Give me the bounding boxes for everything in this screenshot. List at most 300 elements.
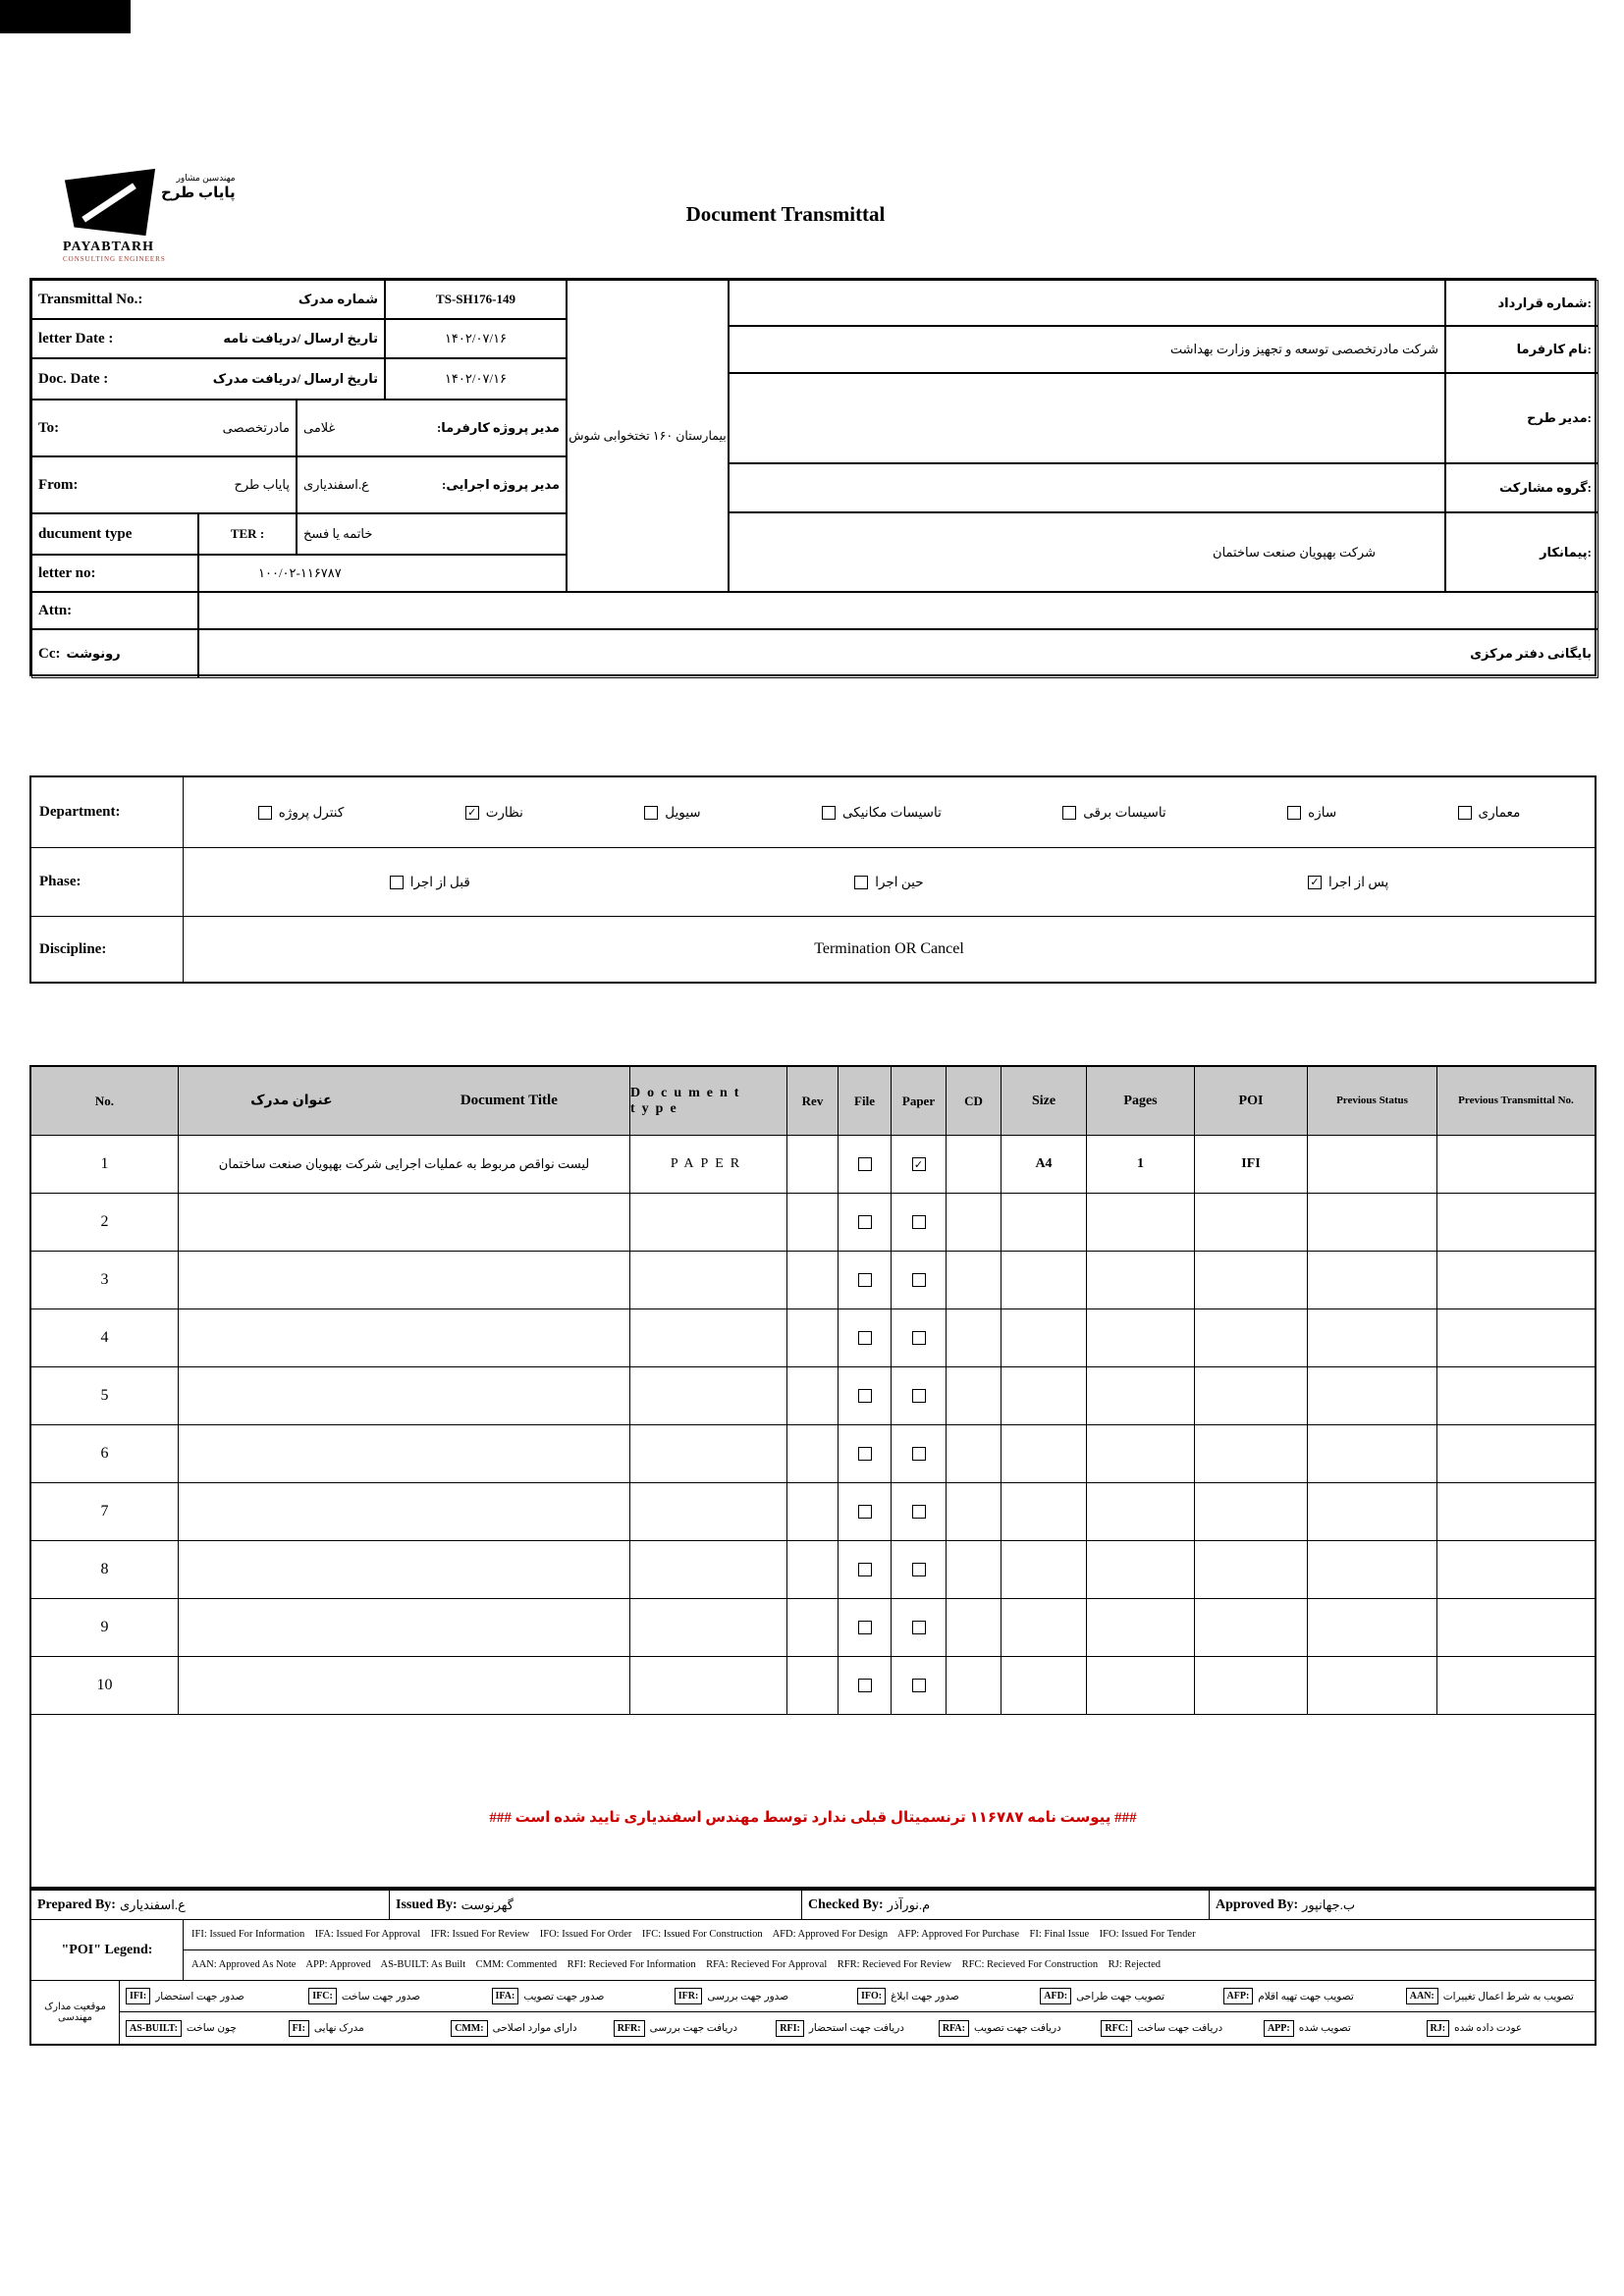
table-row	[31, 1657, 1595, 1715]
table-row	[31, 1483, 1595, 1541]
cell-size	[1001, 1483, 1087, 1540]
document-table	[29, 1065, 1597, 1889]
transmittal-no-label-fa: شماره مدرک	[298, 292, 378, 306]
header-title	[179, 1067, 630, 1135]
company-logo	[63, 167, 240, 263]
phase-checkbox-checked[interactable]: ✓	[1308, 876, 1322, 889]
cell-cd	[947, 1136, 1001, 1193]
paper-checkbox[interactable]	[912, 1679, 926, 1692]
status-desc: دارای موارد اصلاحی	[492, 2023, 577, 2034]
header-paper: Paper	[892, 1067, 947, 1135]
status-code: AAN:	[1406, 1988, 1438, 2004]
cell-title	[179, 1599, 630, 1656]
cell-size	[1001, 1425, 1087, 1482]
phase-row	[31, 848, 1595, 917]
paper-checkbox[interactable]	[912, 1215, 926, 1229]
file-checkbox[interactable]	[858, 1331, 872, 1345]
cell-title	[179, 1541, 630, 1598]
scan-artifact-bar	[0, 0, 131, 33]
phase-label: Phase:	[31, 848, 184, 916]
table-row	[31, 1252, 1595, 1309]
cell-poi	[1195, 1425, 1308, 1482]
status-item	[1040, 1988, 1222, 2004]
doc-type-label: ducument type	[38, 525, 133, 542]
file-checkbox[interactable]	[858, 1621, 872, 1634]
cell-rev	[787, 1194, 839, 1251]
cell-prev-status	[1308, 1483, 1437, 1540]
discipline-row	[31, 917, 1595, 982]
cell-paper	[892, 1657, 947, 1714]
cell-poi	[1195, 1252, 1308, 1308]
cell-doc-type	[630, 1483, 787, 1540]
logo-mark-icon	[63, 167, 157, 238]
checked-by-label: Checked By:	[808, 1896, 884, 1912]
cell-pages	[1087, 1425, 1195, 1482]
contractor-label: پیمانکار:	[1540, 544, 1592, 560]
prepared-by-cell	[31, 1891, 390, 1919]
paper-checkbox[interactable]	[912, 1273, 926, 1287]
cell-title	[179, 1483, 630, 1540]
department-row	[31, 777, 1595, 848]
info-table	[29, 278, 1597, 676]
status-code: AS-BUILT:	[126, 2020, 182, 2037]
doc-date-value: ۱۴۰۲/۰۷/۱۶	[385, 358, 567, 400]
cell-file	[839, 1657, 892, 1714]
phase-checkbox[interactable]	[390, 876, 404, 889]
cell-no: 1	[31, 1136, 179, 1193]
phase-option	[390, 875, 470, 890]
status-code: APP:	[1264, 2020, 1294, 2037]
status-code: IFA:	[492, 1988, 519, 2004]
status-desc: چون ساخت	[186, 2023, 237, 2034]
cell-no: 3	[31, 1252, 179, 1308]
cell-title	[179, 1252, 630, 1308]
cell-size	[1001, 1541, 1087, 1598]
cell-no: 7	[31, 1483, 179, 1540]
attn-value-cell	[198, 592, 1598, 629]
cell-doc-type	[630, 1194, 787, 1251]
file-checkbox[interactable]	[858, 1389, 872, 1403]
cell-pages: 1	[1087, 1136, 1195, 1193]
design-manager-label-cell	[1445, 373, 1598, 463]
cc-label: Cc:	[38, 645, 61, 662]
file-checkbox[interactable]	[858, 1679, 872, 1692]
department-option-label: سازه	[1308, 804, 1337, 820]
classification-table	[29, 775, 1597, 984]
status-code: IFI:	[126, 1988, 150, 2004]
doc-status-section	[31, 1981, 1595, 2044]
cell-file	[839, 1194, 892, 1251]
cell-prev-transmittal	[1437, 1194, 1595, 1251]
cell-prev-status	[1308, 1136, 1437, 1193]
cell-cd	[947, 1367, 1001, 1424]
issued-by-value: گهرنوست	[460, 1896, 514, 1912]
status-desc: عودت داده شده	[1454, 2023, 1523, 2034]
cell-doc-type: PAPER	[630, 1136, 787, 1193]
phase-option-label: قبل از اجرا	[409, 874, 470, 889]
header-title-fa: عنوان مدرک	[250, 1094, 333, 1108]
contractor-label-cell	[1445, 512, 1598, 592]
cell-file	[839, 1483, 892, 1540]
cell-poi: IFI	[1195, 1136, 1308, 1193]
paper-checkbox[interactable]	[912, 1331, 926, 1345]
contractor-value: شرکت بهپویان صنعت ساختمان	[1213, 544, 1376, 560]
doc-type-label-cell	[31, 513, 198, 555]
status-desc: مدرک نهایی	[313, 2023, 364, 2034]
header-poi: POI	[1195, 1067, 1308, 1135]
client-pm-cell	[297, 400, 567, 456]
cell-paper	[892, 1367, 947, 1424]
status-code: RFA:	[939, 2020, 969, 2037]
status-desc: دریافت جهت ساخت	[1137, 2023, 1223, 2034]
cell-file	[839, 1136, 892, 1193]
cell-no: 6	[31, 1425, 179, 1482]
note-row	[31, 1715, 1595, 1887]
poi-legend-line1: IFI: Issued For Information IFA: Issued For Approval IFR: Issued For Review IFO: Issued For Order IFC: Issued For Construction AFD: Approved For Design AFP: Approved For Purchase FI: Final Issue IFO: Issued For Tender	[184, 1920, 1595, 1950]
cell-doc-type	[630, 1425, 787, 1482]
header-no: No.	[31, 1067, 179, 1135]
cell-paper	[892, 1599, 947, 1656]
department-option-label: تاسیسات برقی	[1083, 804, 1166, 820]
letter-no-value: ۱۰۰/۰۲-۱۱۶۷۸۷	[258, 565, 342, 580]
cell-no: 8	[31, 1541, 179, 1598]
file-checkbox[interactable]	[858, 1563, 872, 1576]
cell-cd	[947, 1483, 1001, 1540]
header-doc-type: Document type	[630, 1067, 787, 1135]
cell-prev-transmittal	[1437, 1425, 1595, 1482]
status-code: IFR:	[675, 1988, 703, 2004]
from-label: From:	[38, 476, 79, 493]
doc-date-label-fa: تاریخ ارسال /دریافت مدرک	[212, 371, 378, 386]
client-label-cell	[1445, 326, 1598, 373]
file-checkbox[interactable]	[858, 1447, 872, 1461]
cell-rev	[787, 1599, 839, 1656]
phase-option-label: پس از اجرا	[1328, 874, 1389, 889]
cell-poi	[1195, 1541, 1308, 1598]
cell-prev-status	[1308, 1425, 1437, 1482]
to-label: To:	[38, 419, 60, 436]
table-row	[31, 1541, 1595, 1599]
cell-paper	[892, 1252, 947, 1308]
design-manager-label: مدیر طرح:	[1527, 410, 1592, 425]
status-code: FI:	[289, 2020, 309, 2037]
page-title: Document Transmittal	[685, 202, 886, 226]
status-item	[1427, 2020, 1590, 2037]
department-option	[1062, 805, 1165, 821]
discipline-value: Termination OR Cancel	[814, 940, 964, 957]
phase-options	[184, 848, 1595, 916]
department-option	[644, 805, 700, 821]
cell-size	[1001, 1194, 1087, 1251]
status-desc: صدور جهت ساخت	[341, 1991, 421, 2002]
cell-size	[1001, 1367, 1087, 1424]
paper-checkbox[interactable]	[912, 1447, 926, 1461]
cell-paper	[892, 1309, 947, 1366]
header-size: Size	[1001, 1067, 1087, 1135]
poi-legend-line2: AAN: Approved As Note APP: Approved AS-BUILT: As Built CMM: Commented RFI: Recieved For Information RFA: Recieved For Approval RFR: Recieved For Review RFC: Recieved For Construction RJ: Rejected	[191, 1959, 1162, 1971]
poi-legend-lines	[184, 1920, 1595, 1980]
cell-prev-transmittal	[1437, 1483, 1595, 1540]
letter-date-label-en: letter Date :	[38, 330, 114, 347]
client-pm-label: مدیر پروژه کارفرما:	[436, 420, 560, 435]
cell-rev	[787, 1657, 839, 1714]
client-value-cell	[729, 326, 1445, 373]
file-checkbox[interactable]	[858, 1157, 872, 1171]
paper-checkbox[interactable]	[912, 1389, 926, 1403]
status-code: RFR:	[614, 2020, 645, 2037]
table-row	[31, 1136, 1595, 1194]
file-checkbox[interactable]	[858, 1505, 872, 1519]
department-option	[258, 805, 345, 821]
approved-by-cell	[1210, 1891, 1595, 1919]
cell-prev-transmittal	[1437, 1367, 1595, 1424]
contract-no-value	[729, 280, 1445, 326]
status-item	[939, 2020, 1102, 2037]
status-item	[451, 2020, 614, 2037]
department-label: Department:	[31, 777, 184, 847]
cell-cd	[947, 1252, 1001, 1308]
status-desc: صدور جهت بررسی	[707, 1991, 789, 2002]
status-desc: دریافت جهت استحضار	[808, 2023, 904, 2034]
cell-prev-status	[1308, 1367, 1437, 1424]
cell-pages	[1087, 1194, 1195, 1251]
letter-no-label: letter no:	[38, 564, 96, 581]
checked-by-value: م.نورآذر	[887, 1896, 931, 1912]
status-code: RFI:	[776, 2020, 804, 2037]
cell-rev	[787, 1252, 839, 1308]
status-item	[776, 2020, 939, 2037]
design-manager-value	[729, 373, 1445, 463]
bottom-block	[29, 1889, 1597, 2046]
transmittal-no-label-en: Transmittal No.:	[38, 291, 143, 307]
cell-cd	[947, 1541, 1001, 1598]
table-row	[31, 1194, 1595, 1252]
cell-title	[179, 1194, 630, 1251]
paper-checkbox[interactable]	[912, 1505, 926, 1519]
cell-size	[1001, 1599, 1087, 1656]
table-row	[31, 1367, 1595, 1425]
letter-no-label-cell	[31, 555, 198, 592]
cell-prev-status	[1308, 1194, 1437, 1251]
from-value: پایاب طرح	[234, 477, 290, 492]
cell-pages	[1087, 1599, 1195, 1656]
cell-title	[179, 1657, 630, 1714]
cell-pages	[1087, 1541, 1195, 1598]
doc-type-fa-cell	[297, 513, 567, 555]
status-desc: تصویب جهت تهیه اقلام	[1258, 1991, 1354, 2002]
cell-file	[839, 1599, 892, 1656]
client-label: نام کارفرما:	[1516, 342, 1592, 356]
cc-label-fa: رونوشت	[66, 646, 121, 661]
header-title-en: Document Title	[460, 1093, 558, 1108]
cell-cd	[947, 1425, 1001, 1482]
cell-size: A4	[1001, 1136, 1087, 1193]
department-option	[465, 805, 523, 821]
cell-paper	[892, 1136, 947, 1193]
cell-doc-type	[630, 1252, 787, 1308]
table-header-row	[31, 1067, 1595, 1136]
cell-prev-status	[1308, 1252, 1437, 1308]
phase-option	[1308, 875, 1388, 890]
cell-rev	[787, 1541, 839, 1598]
paper-checkbox[interactable]	[912, 1563, 926, 1576]
contract-no-label: شماره قرارداد:	[1497, 294, 1592, 310]
client-pm-value: غلامی	[303, 420, 336, 435]
status-code: RFC:	[1101, 2020, 1132, 2037]
cell-title	[179, 1425, 630, 1482]
status-item	[675, 1988, 857, 2004]
status-desc: صدور جهت تصویب	[523, 1991, 605, 2002]
exec-pm-cell	[297, 456, 567, 513]
approved-by-value: ب.جهانپور	[1302, 1896, 1356, 1912]
cell-poi	[1195, 1657, 1308, 1714]
status-item	[1101, 2020, 1264, 2037]
department-checkbox[interactable]	[258, 806, 272, 820]
status-desc: دریافت جهت تصویب	[973, 2023, 1061, 2034]
cc-value-cell	[198, 629, 1598, 678]
cell-pages	[1087, 1309, 1195, 1366]
header-cd: CD	[947, 1067, 1001, 1135]
cell-pages	[1087, 1367, 1195, 1424]
cell-pages	[1087, 1252, 1195, 1308]
cell-cd	[947, 1194, 1001, 1251]
department-checkbox[interactable]	[822, 806, 836, 820]
status-code: AFD:	[1040, 1988, 1071, 2004]
status-code: CMM:	[451, 2020, 487, 2037]
paper-checkbox[interactable]	[912, 1621, 926, 1634]
status-desc: صدور جهت استحضار	[155, 1991, 244, 2002]
contractor-value-cell	[729, 512, 1445, 592]
transmittal-no-label-cell	[31, 280, 385, 319]
partnership-label-cell	[1445, 463, 1598, 512]
cell-file	[839, 1252, 892, 1308]
department-checkbox[interactable]	[644, 806, 658, 820]
doc-type-fa: خاتمه یا فسخ	[303, 526, 373, 541]
cell-prev-transmittal	[1437, 1309, 1595, 1366]
cell-prev-status	[1308, 1599, 1437, 1656]
status-code: IFO:	[857, 1988, 886, 2004]
status-desc: تصویب به شرط اعمال تغییرات	[1442, 1991, 1574, 2002]
status-item	[1264, 2020, 1427, 2037]
cell-cd	[947, 1657, 1001, 1714]
cell-rev	[787, 1425, 839, 1482]
attn-label-cell	[31, 592, 198, 629]
cell-doc-type	[630, 1309, 787, 1366]
table-row	[31, 1309, 1595, 1367]
file-checkbox[interactable]	[858, 1273, 872, 1287]
status-desc: صدور جهت ابلاغ	[891, 1991, 959, 2002]
department-option-label: کنترل پروژه	[278, 804, 345, 820]
status-item	[857, 1988, 1040, 2004]
department-checkbox-checked[interactable]: ✓	[465, 806, 479, 820]
department-checkbox[interactable]	[1062, 806, 1076, 820]
approved-by-label: Approved By:	[1216, 1896, 1299, 1912]
status-item	[289, 2020, 452, 2037]
poi-legend-label: "POI" Legend:	[31, 1920, 184, 1980]
cell-title	[179, 1309, 630, 1366]
cell-doc-type	[630, 1657, 787, 1714]
department-option-label: تاسیسات مکانیکی	[842, 804, 942, 820]
cell-title: لیست نواقص مربوط به عملیات اجرایی شرکت بهپویان صنعت ساختمان	[179, 1136, 630, 1193]
status-code: RJ:	[1427, 2020, 1450, 2037]
cell-prev-transmittal	[1437, 1599, 1595, 1656]
cc-value: بایگانی دفتر مرکزی	[1470, 646, 1592, 661]
cell-size	[1001, 1252, 1087, 1308]
status-code: IFC:	[308, 1988, 337, 2004]
logo-en-tagline: CONSULTING ENGINEERS	[63, 255, 166, 263]
cell-prev-status	[1308, 1541, 1437, 1598]
department-checkbox[interactable]	[1287, 806, 1301, 820]
cell-doc-type	[630, 1367, 787, 1424]
exec-pm-value: ع.اسفندیاری	[303, 477, 369, 492]
status-item	[126, 2020, 289, 2037]
paper-checkbox-checked[interactable]: ✓	[912, 1157, 926, 1171]
cc-label-cell	[31, 629, 198, 678]
cell-file	[839, 1367, 892, 1424]
cell-pages	[1087, 1657, 1195, 1714]
cell-rev	[787, 1136, 839, 1193]
header-prev-status: Previous Status	[1308, 1067, 1437, 1135]
cell-prev-status	[1308, 1309, 1437, 1366]
cell-no: 2	[31, 1194, 179, 1251]
prepared-by-label: Prepared By:	[37, 1896, 116, 1912]
issued-by-cell	[390, 1891, 802, 1919]
exec-pm-label: مدیر پروژه اجرایی:	[442, 477, 560, 492]
cell-title	[179, 1367, 630, 1424]
issued-by-label: Issued By:	[396, 1896, 458, 1912]
phase-checkbox[interactable]	[854, 876, 868, 889]
cell-paper	[892, 1483, 947, 1540]
status-desc: دریافت جهت بررسی	[649, 2023, 738, 2034]
cell-poi	[1195, 1599, 1308, 1656]
doc-status-row1	[120, 1981, 1595, 2012]
prepared-by-value: ع.اسفندیاری	[119, 1896, 186, 1912]
cell-no: 5	[31, 1367, 179, 1424]
cell-size	[1001, 1657, 1087, 1714]
table-row	[31, 1599, 1595, 1657]
department-option-label: سیویل	[665, 804, 701, 820]
letter-date-label-cell	[31, 319, 385, 358]
cell-poi	[1195, 1194, 1308, 1251]
partnership-value	[729, 463, 1445, 512]
to-value: مادرتخصصی	[222, 420, 290, 435]
letter-date-label-fa: تاریخ ارسال /دریافت نامه	[223, 331, 378, 346]
department-checkbox[interactable]	[1458, 806, 1472, 820]
status-item	[308, 1988, 491, 2004]
cell-poi	[1195, 1367, 1308, 1424]
table-row	[31, 1425, 1595, 1483]
cell-file	[839, 1425, 892, 1482]
letter-no-value-cell	[198, 555, 567, 592]
status-item	[1223, 1988, 1406, 2004]
logo-fa-small: مهندسین مشاور	[176, 173, 236, 183]
cell-paper	[892, 1194, 947, 1251]
phase-option	[854, 875, 923, 890]
header-prev-transmittal: Previous Transmittal No.	[1458, 1094, 1574, 1106]
status-item	[126, 1988, 308, 2004]
attn-label: Attn:	[38, 602, 73, 618]
header-pages: Pages	[1087, 1067, 1195, 1135]
cell-prev-transmittal	[1437, 1136, 1595, 1193]
logo-en-name: PAYABTARH	[63, 240, 155, 254]
department-option	[1287, 805, 1336, 821]
department-option	[822, 805, 942, 821]
cell-file	[839, 1309, 892, 1366]
department-option	[1458, 805, 1521, 821]
file-checkbox[interactable]	[858, 1215, 872, 1229]
cell-prev-transmittal	[1437, 1252, 1595, 1308]
doc-status-label: موقعیت مدارک مهندسی	[31, 1981, 120, 2044]
